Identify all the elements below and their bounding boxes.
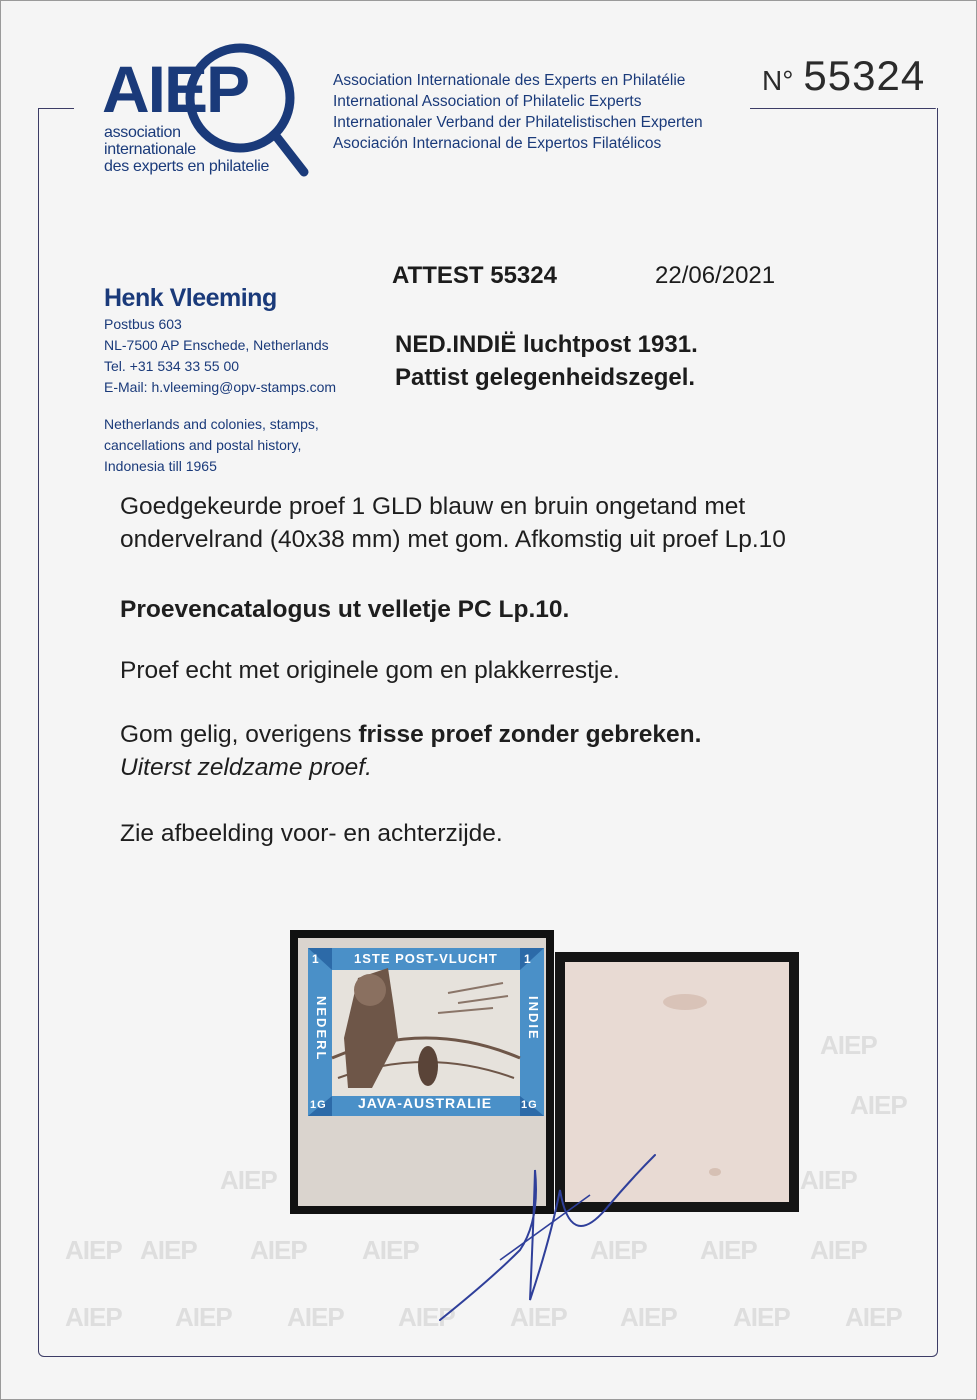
watermark: AIEP: [590, 1235, 647, 1265]
watermark: AIEP: [65, 1235, 122, 1265]
org-name-fr: Association Internationale des Experts en Philatélie: [333, 72, 686, 89]
stamp-top-text: 1STE POST-VLUCHT: [354, 951, 498, 966]
aiep-logo: [100, 38, 310, 178]
watermark: AIEP: [175, 1302, 232, 1332]
number-value: 55324: [803, 52, 926, 99]
catalogue-reference: Proevencatalogus ut velletje PC Lp.10.: [120, 596, 570, 623]
watermark: AIEP: [250, 1235, 307, 1265]
logo-line-3: des experts en philatelie: [104, 158, 270, 175]
expert-name: Henk Vleeming: [104, 284, 277, 312]
stamp-right-text: INDIE: [526, 996, 541, 1041]
watermark: AIEP: [140, 1235, 197, 1265]
frame-top-left: [38, 108, 74, 109]
condition-normal: Gom gelig, overigens: [120, 721, 359, 748]
attest-date: 22/06/2021: [655, 262, 776, 289]
logo-letters: AIEP: [102, 52, 249, 126]
watermark: AIEP: [620, 1302, 677, 1332]
watermark: AIEP: [845, 1302, 902, 1332]
watermark: AIEP: [65, 1302, 122, 1332]
condition-statement: [120, 718, 701, 784]
description-line-2: ondervelrand (40x38 mm) met gom. Afkomstig uit proef Lp.10: [120, 526, 786, 553]
expert-phone: Tel. +31 534 33 55 00: [104, 358, 240, 374]
org-name-de: Internationaler Verband der Philatelistischen Experten: [333, 114, 703, 131]
watermark: AIEP: [220, 1165, 277, 1195]
specialty-line: Netherlands and colonies, stamps,: [104, 416, 319, 432]
attest-heading: ATTEST 55324: [392, 262, 557, 289]
watermark: AIEP: [398, 1302, 455, 1332]
image-note: Zie afbeelding voor- en achterzijde.: [120, 820, 503, 847]
expert-specialty: [104, 414, 364, 477]
expert-address-line: Postbus 603: [104, 316, 182, 332]
org-name-es: Asociación Internacional de Expertos Filatélicos: [333, 135, 662, 152]
watermark: AIEP: [820, 1030, 877, 1060]
logo-line-1: association: [104, 124, 181, 141]
rarity-note: Uiterst zeldzame proef.: [120, 754, 372, 781]
watermark: AIEP: [510, 1302, 567, 1332]
watermark: AIEP: [800, 1165, 857, 1195]
condition-bold: frisse proef zonder gebreken.: [358, 721, 702, 748]
watermark: AIEP: [733, 1302, 790, 1332]
expert-address-line: NL-7500 AP Enschede, Netherlands: [104, 337, 329, 353]
expert-email: E-Mail: h.vleeming@opv-stamps.com: [104, 379, 337, 395]
subject-line-1: NED.INDIË luchtpost 1931.: [395, 331, 698, 358]
watermark: AIEP: [287, 1302, 344, 1332]
watermark: AIEP: [700, 1235, 757, 1265]
stamp-value-tr: 1: [524, 952, 532, 966]
description-paragraph: [120, 490, 786, 556]
stamp-value-bl: 1G: [310, 1099, 327, 1111]
specialty-line: cancellations and postal history,: [104, 437, 302, 453]
description-line-1: Goedgekeurde proef 1 GLD blauw en bruin ongetand met: [120, 493, 746, 520]
watermark: AIEP: [850, 1090, 907, 1120]
subject-line-2: Pattist gelegenheidszegel.: [395, 364, 696, 391]
organization-names: [333, 70, 703, 154]
certificate-number: [762, 52, 925, 100]
stamp-value-tl: 1: [312, 952, 320, 966]
number-label: N°: [762, 65, 794, 96]
expert-signature: [430, 1150, 670, 1330]
expert-block: [104, 282, 364, 477]
stamp-value-br: 1G: [521, 1099, 538, 1111]
watermark: AIEP: [362, 1235, 419, 1265]
specialty-line: Indonesia till 1965: [104, 458, 217, 474]
stamp-left-text: NEDERL: [314, 996, 329, 1062]
org-name-en: International Association of Philatelic Experts: [333, 93, 642, 110]
attest-subject: [395, 328, 698, 394]
frame-top-right: [750, 108, 936, 109]
logo-line-2: internationale: [104, 141, 196, 158]
watermark: AIEP: [810, 1235, 867, 1265]
stamp-bottom-text: JAVA-AUSTRALIE: [358, 1095, 493, 1111]
authenticity-statement: Proef echt met originele gom en plakkerrestje.: [120, 657, 620, 684]
